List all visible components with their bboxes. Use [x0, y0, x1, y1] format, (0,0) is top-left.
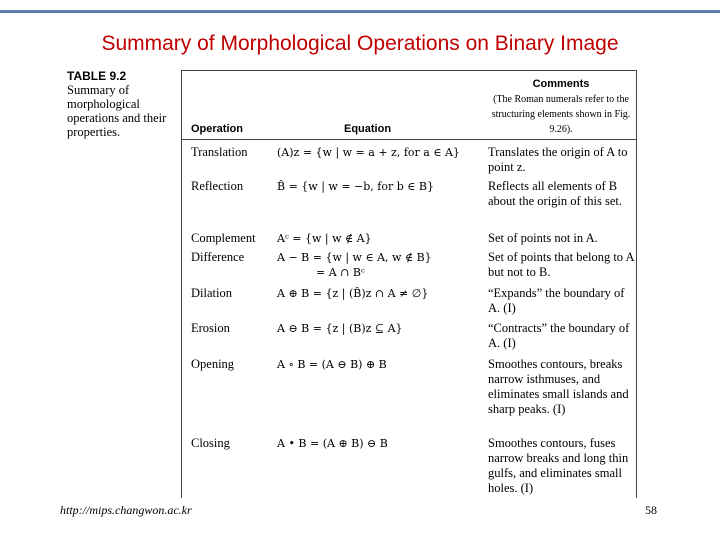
comment-cell: Smoothes contours, fuses narrow breaks and long thin gulfs, and eliminates small holes. (I): [488, 436, 629, 495]
comments-header-note: (The Roman numerals refer to the structuring elements shown in Fig. 9.26).: [491, 94, 631, 135]
table-left-border: [181, 70, 182, 498]
comment-cell: Reflects all elements of B about the origin of this set.: [488, 179, 623, 208]
operation-cell: Opening: [191, 357, 235, 371]
operation-cell: Complement: [191, 231, 256, 245]
table-caption-block: [67, 69, 177, 139]
equation-cell: A − B = {w | w ∈ A, w ∉ B}: [277, 251, 432, 264]
comments-header: [486, 78, 636, 137]
comment-cell: Set of points that belong to A but not to B.: [488, 250, 634, 279]
operation-cell: Translation: [191, 145, 248, 159]
top-rule: [0, 10, 720, 13]
equation-cell: A ⊖ B = {z | (B)z ⊆ A}: [277, 322, 403, 335]
table-top-border: [181, 70, 636, 71]
equation-cell: Aᶜ = {w | w ∉ A}: [277, 232, 372, 245]
comments-header-title: Comments: [532, 78, 590, 90]
slide-title: Summary of Morphological Operations on Binary Image: [101, 32, 619, 55]
footer-url: http://mips.changwon.ac.kr: [60, 503, 192, 517]
equation-cell: A ⊕ B = {z | (B̂)z ∩ A ≠ ∅}: [277, 287, 429, 300]
table-caption: Summary of morphological operations and their properties.: [67, 83, 167, 139]
operation-cell: Dilation: [191, 286, 232, 300]
operation-cell: Difference: [191, 250, 245, 264]
equation-cell-continued: = A ∩ Bᶜ: [316, 266, 365, 279]
equation-header: Equation: [344, 123, 392, 135]
operation-cell: Erosion: [191, 321, 230, 335]
comment-cell: “Contracts” the boundary of A. (I): [488, 321, 630, 350]
operation-header: Operation: [191, 123, 243, 135]
page-number: 58: [645, 503, 657, 517]
operation-cell: Reflection: [191, 179, 244, 193]
comment-cell: Set of points not in A.: [488, 231, 598, 245]
table-right-border: [636, 70, 637, 498]
equation-cell: (A)z = {w | w = a + z, for a ∈ A}: [277, 146, 460, 159]
header-rule: [181, 139, 636, 140]
equation-cell: A • B = (A ⊕ B) ⊖ B: [277, 437, 388, 450]
operation-cell: Closing: [191, 436, 230, 450]
comment-cell: Translates the origin of A to point z.: [488, 145, 628, 174]
equation-cell: B̂ = {w | w = −b, for b ∈ B}: [277, 180, 434, 193]
comment-cell: Smoothes contours, breaks narrow isthmuses, and eliminates small islands and sharp peaks. (I): [488, 357, 629, 416]
comment-cell: “Expands” the boundary of A. (I): [488, 286, 625, 315]
table-number: TABLE 9.2: [67, 69, 127, 83]
equation-cell: A ∘ B = (A ⊖ B) ⊕ B: [277, 358, 387, 371]
